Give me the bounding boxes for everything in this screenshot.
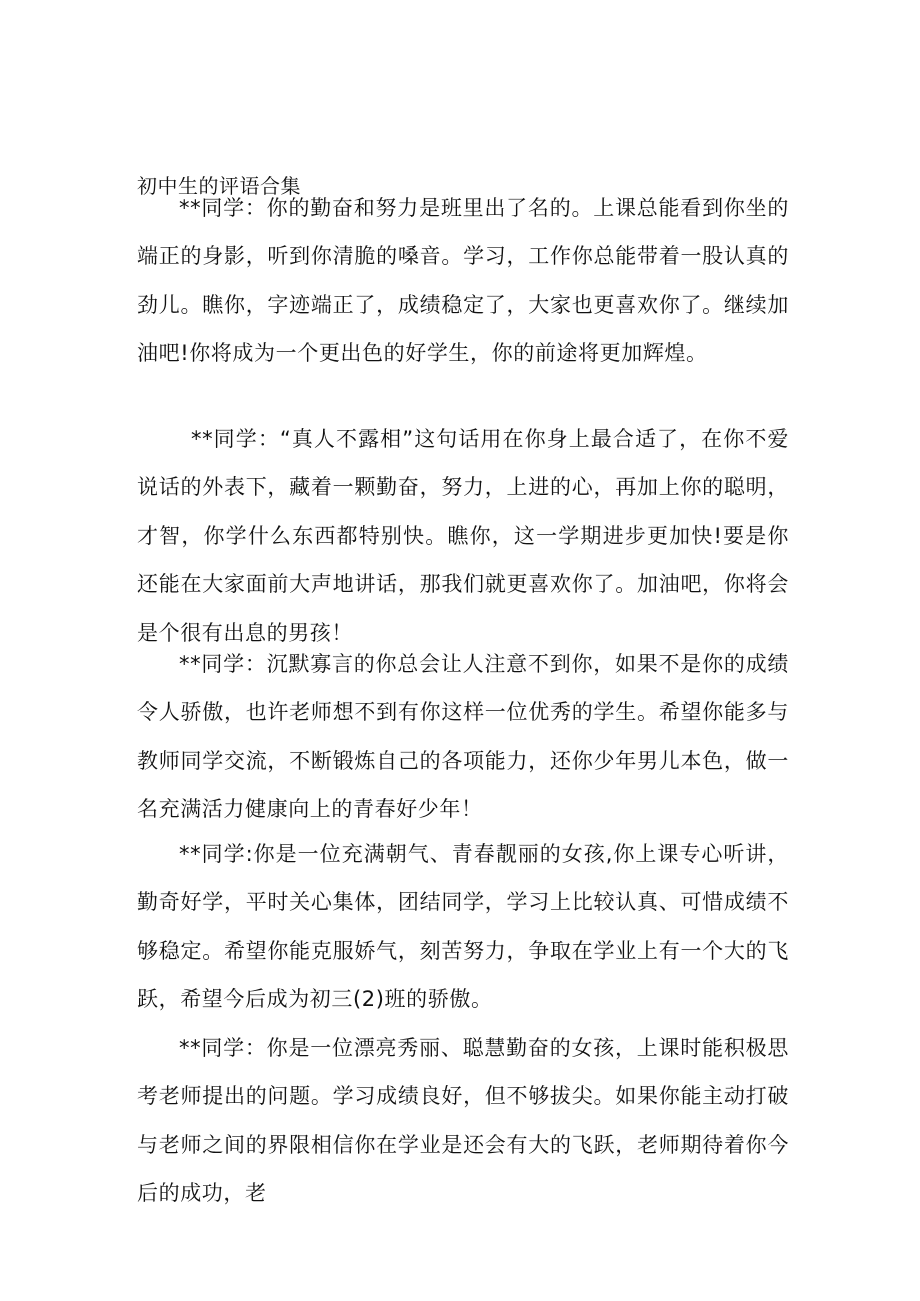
document-title: 初中生的评语合集 — [137, 174, 301, 198]
comment-paragraph-2: **同学：“真人不露相”这句话用在你身上最合适了，在你不爱说话的外表下，藏着一颗勤奋，努力，上进的心，再加上你的聪明，才智，你学什么东西都特别快。瞧你，这一学期进步更加快!要是你还能在大家面前大声地讲话，那我们就更喜欢你了。加油吧，你将会是个很有出息的男孩！ — [137, 427, 789, 645]
comment-paragraph-5: **同学：你是一位漂亮秀丽、聪慧勤奋的女孩，上课时能积极思考老师提出的问题。学习成绩良好，但不够拔尖。如果你能主动打破与老师之间的界限相信你在学业是还会有大的飞跃，老师期待着你今后的成功，老 — [137, 1036, 789, 1206]
comment-paragraph-3: **同学：沉默寡言的你总会让人注意不到你，如果不是你的成绩令人骄傲，也许老师想不到有你这样一位优秀的学生。希望你能多与教师同学交流，不断锻炼自己的各项能力，还你少年男儿本色，做一名充满活力健康向上的青春好少年！ — [137, 652, 789, 822]
comment-paragraph-1: **同学：你的勤奋和努力是班里出了名的。上课总能看到你坐的端正的身影，听到你清脆的嗓音。学习，工作你总能带着一股认真的劲儿。瞧你，字迹端正了，成绩稳定了，大家也更喜欢你了。继续加油吧!你将成为一个更出色的好学生，你的前途将更加辉煌。 — [137, 196, 789, 366]
comment-paragraph-4: **同学:你是一位充满朝气、青春靓丽的女孩,你上课专心听讲，勤奇好学，平时关心集体，团结同学，学习上比较认真、可惜成绩不够稳定。希望你能克服娇气，刻苦努力，争取在学业上有一个大的飞跃，希望今后成为初三(2)班的骄傲。 — [137, 842, 789, 1012]
